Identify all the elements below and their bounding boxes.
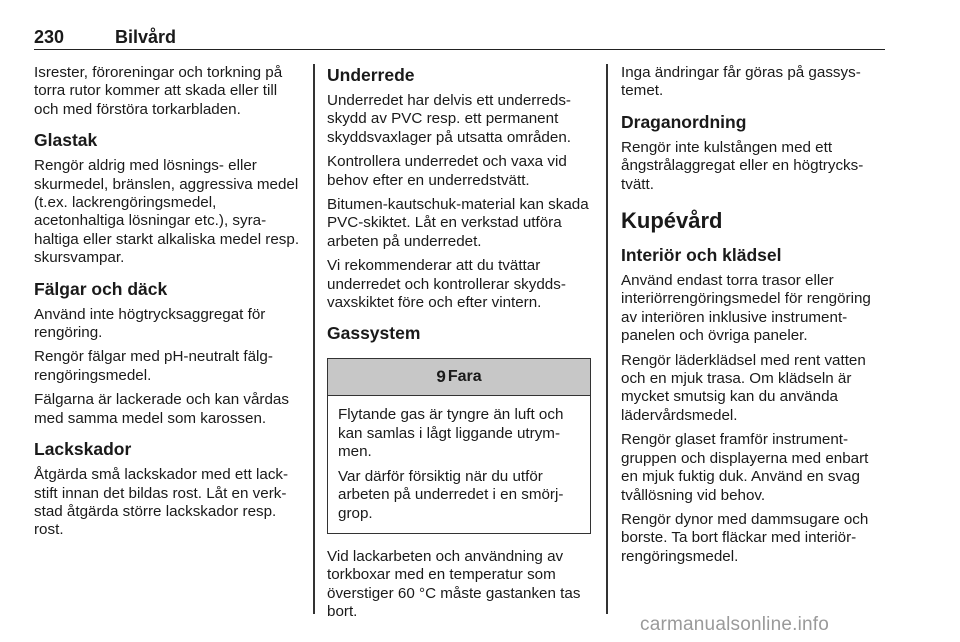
- danger-box-header: [328, 359, 590, 396]
- lackskador-paragraph: Åtgärda små lackskador med ett lack-stift innan det bildas rost. Låt en verk-stad åtgärda större lackskador resp. rost.: [34, 466, 289, 539]
- section-title: Bilvård: [115, 27, 177, 47]
- heading-draganordning: Draganordning: [621, 111, 747, 132]
- falgar-paragraph-2: Rengör fälgar med pH-neutralt fälg-rengöringsmedel.: [34, 348, 273, 384]
- heading-lackskador: Lackskador: [34, 439, 132, 460]
- danger-paragraph-2: Var därför försiktig när du utför arbeten på underredet i en smörj-grop.: [338, 467, 564, 522]
- heading-glastak: Glastak: [34, 130, 98, 151]
- page-number: 230: [34, 27, 65, 47]
- danger-box-body: [328, 396, 590, 532]
- column-divider-1: [313, 64, 315, 614]
- gassystem-paragraph: Vid lackarbeten och användning av torkboxar med en temperatur som överstiger 60 °C måste gastanken tas bort.: [327, 547, 581, 621]
- gassystem-continued-paragraph: Inga ändringar får göras på gassys-temet.: [621, 64, 861, 100]
- heading-gassystem: Gassystem: [327, 323, 421, 344]
- underrede-paragraph-4: Vi rekommenderar att du tvättar underredet och kontrollerar skydds-vaxskiktet före och efter vintern.: [327, 257, 566, 312]
- underrede-paragraph-3: Bitumen-kautschuk-material kan skada PVC-skiktet. Låt en verkstad utföra arbeten på underredet.: [327, 196, 589, 250]
- underrede-paragraph-1: Underredet har delvis ett underreds-skydd av PVC resp. ett permanent skyddsvaxlager på utsatta områden.: [327, 92, 571, 146]
- column-1: [34, 64, 302, 546]
- watermark-link[interactable]: carmanualsonline.info: [640, 614, 830, 635]
- danger-paragraph-1: Flytande gas är tyngre än luft och kan samlas i lågt liggande utrym-men.: [338, 406, 564, 461]
- heading-falgar: Fälgar och däck: [34, 278, 168, 299]
- underrede-paragraph-2: Kontrollera underredet och vaxa vid behov efter en underredstvätt.: [327, 153, 567, 189]
- falgar-paragraph-3: Fälgarna är lackerade och kan vårdas med samma medel som karossen.: [34, 391, 289, 427]
- draganordning-paragraph: Rengör inte kulstången med ett ångstrålaggregat eller en högtrycks-tvätt.: [621, 138, 864, 193]
- column-divider-2: [606, 64, 608, 614]
- heading-interior: Interiör och klädsel: [621, 245, 782, 266]
- column-2: [327, 64, 593, 628]
- interior-paragraph-3: Rengör glaset framför instrument-gruppen och displayerna med enbart en mjuk fuktig duk. Använd en svag tvållösning vid behov.: [621, 431, 869, 504]
- column-3: [621, 64, 887, 572]
- danger-box: [327, 358, 591, 533]
- heading-kupevard: Kupévård: [621, 208, 723, 234]
- glastak-paragraph: Rengör aldrig med lösnings- eller skurmedel, bränslen, aggressiva medel (t.ex. lackrengöringsmedel, acetonhaltiga lösningar etc.), syra-haltiga eller starkt alkaliska medel resp. skursvampar.: [34, 157, 300, 267]
- heading-underrede: Underrede: [327, 65, 415, 85]
- interior-paragraph-4: Rengör dynor med dammsugare och borste. Ta bort fläckar med interiör-rengöringsmedel.: [621, 510, 869, 565]
- interior-paragraph-2: Rengör läderklädsel med rent vatten och en mjuk trasa. Om klädseln är mycket smutsig kan du använda lädervårdsmedel.: [621, 351, 866, 424]
- intro-paragraph: Isrester, föroreningar och torkning på torra rutor kommer att skada eller till och med förstöra torkarbladen.: [34, 64, 283, 118]
- warning-icon: 9: [436, 367, 446, 387]
- page-header: [34, 27, 885, 50]
- interior-paragraph-1: Använd endast torra trasor eller interiörrengöringsmedel för rengöring av interiören inklusive instrument-panelen och övriga paneler.: [621, 272, 871, 345]
- falgar-paragraph-1: Använd inte högtrycksaggregat för rengöring.: [34, 305, 266, 342]
- danger-label: Fara: [447, 368, 482, 386]
